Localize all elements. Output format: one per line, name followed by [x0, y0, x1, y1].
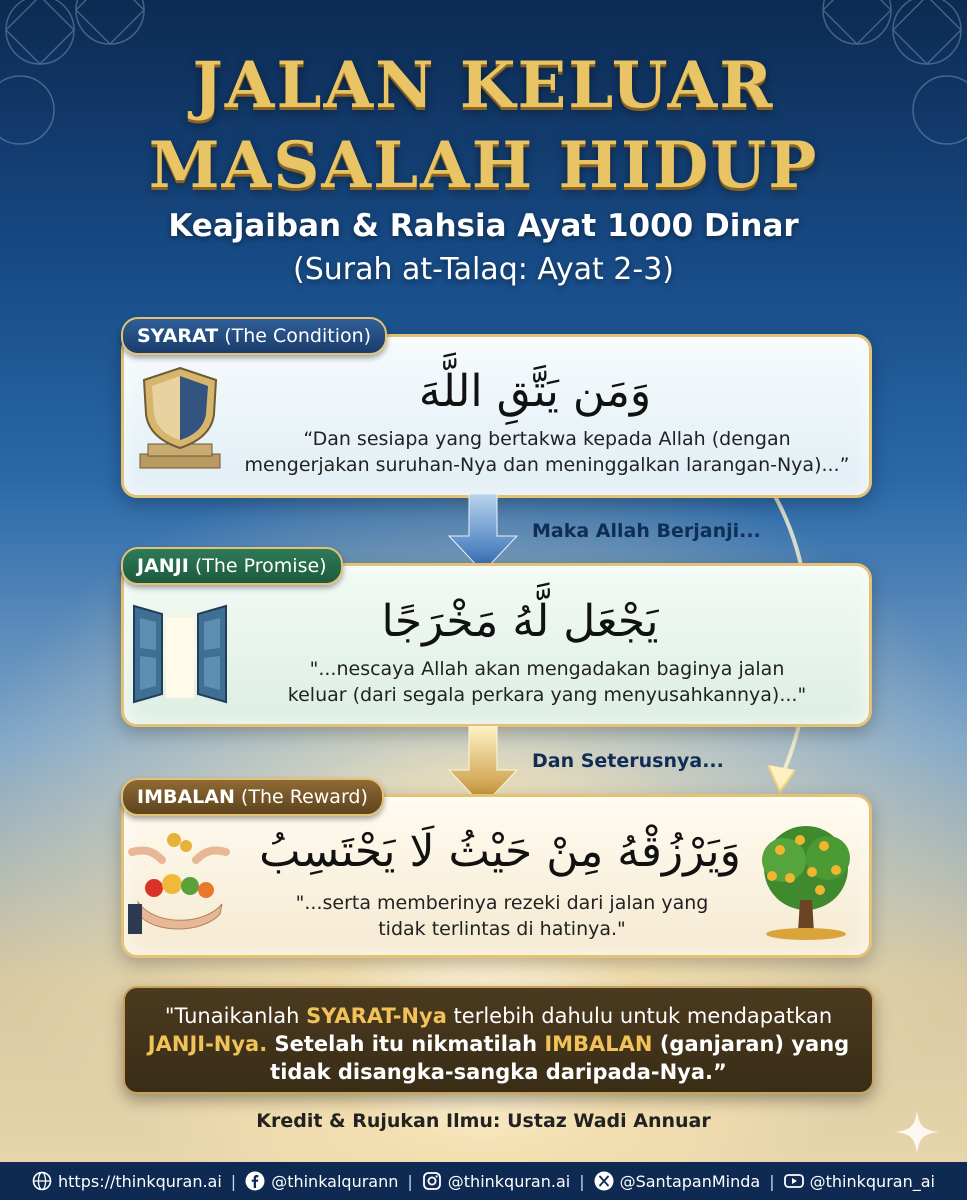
footer-separator: | [769, 1171, 775, 1191]
instagram-icon [422, 1171, 442, 1191]
x-icon [594, 1171, 614, 1191]
translation-promise: "...nescaya Allah akan mengadakan baginya jalan keluar (dari segala perkara yang menyusahkannya)..." [287, 658, 807, 706]
arabic-verse-promise: يَجْعَل لَّهُ مَخْرَجًا [381, 596, 659, 647]
globe-icon [32, 1171, 52, 1191]
credit-text: Kredit & Rujukan Ilmu: Ustaz Wadi Annuar [256, 1110, 711, 1132]
youtube-icon [784, 1171, 804, 1191]
footer-x-link[interactable]: @SantapanMinda [594, 1171, 761, 1191]
footer-bar [0, 1162, 967, 1200]
summary-quote-box: "Tunaikanlah SYARAT-Nya terlebih dahulu untuk mendapatkan JANJI-Nya. Setelah itu nikmatilah IMBALAN (ganjaran) yang tidak disangka-sangka daripada-Nya.” [123, 986, 874, 1094]
main-title-line1: JALAN KELUAR [192, 48, 775, 123]
sparkle-icon [895, 1110, 939, 1154]
translation-condition: “Dan sesiapa yang bertakwa kepada Allah (dengan mengerjakan suruhan-Nya dan meninggalkan larangan-Nya)...” [244, 428, 850, 476]
subtitle: Keajaiban & Rahsia Ayat 1000 Dinar [168, 208, 799, 244]
arabic-verse-reward: وَيَرْزُقْهُ مِنْ حَيْثُ لَا يَحْتَسِبُ [259, 826, 741, 877]
surah-reference: (Surah at-Talaq: Ayat 2-3) [292, 252, 675, 287]
promise-label: JANJI (The Promise) [121, 547, 343, 585]
down-arrow-icon [443, 494, 523, 574]
footer-separator: | [230, 1171, 237, 1191]
footer-facebook-link[interactable]: @thinkalqurann [245, 1171, 398, 1191]
arabic-verse-condition: وَمَن يَتَّقِ اللَّهَ [418, 366, 652, 417]
facebook-icon [245, 1171, 265, 1191]
shield-icon [130, 362, 230, 474]
translation-reward: "...serta memberinya rezeki dari jalan yang tidak terlintas di hatinya." [295, 892, 709, 940]
open-door-icon [128, 598, 232, 706]
footer-website-link[interactable]: https://thinkquran.ai [32, 1171, 222, 1191]
condition-label: SYARAT (The Condition) [121, 317, 387, 355]
transition-text-1: Maka Allah Berjanji... [532, 520, 761, 542]
footer-instagram-link[interactable]: @thinkquran.ai [422, 1171, 570, 1191]
footer-youtube-link[interactable]: @thinkquran_ai [784, 1171, 935, 1191]
reward-label: IMBALAN (The Reward) [121, 778, 384, 816]
hands-with-gifts-icon [124, 826, 234, 942]
footer-separator: | [579, 1171, 585, 1191]
footer-separator: | [407, 1171, 413, 1191]
main-title-line2: MASALAH HIDUP [148, 128, 819, 203]
transition-text-2: Dan Seterusnya... [532, 750, 724, 772]
